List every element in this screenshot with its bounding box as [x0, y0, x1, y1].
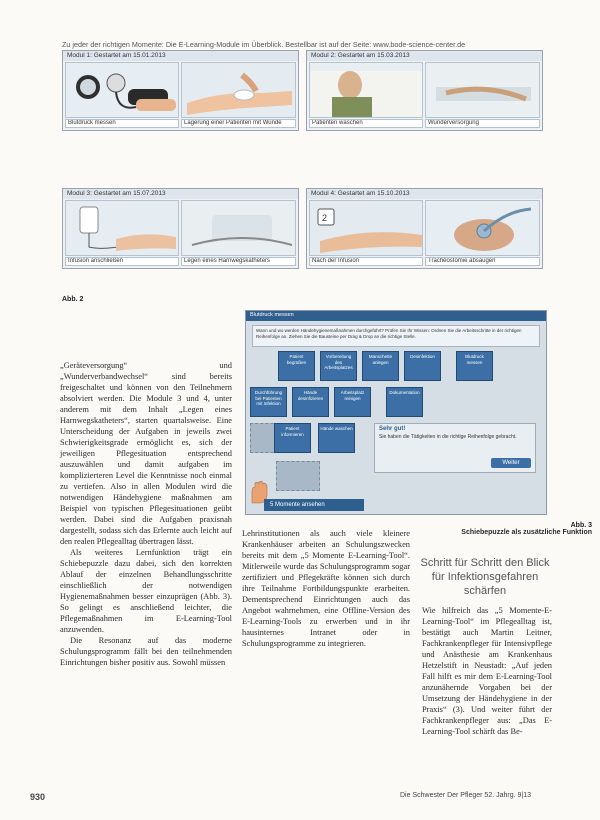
- module-image: [309, 62, 423, 118]
- feedback-title: Sehr gut!: [379, 426, 406, 432]
- svg-text:2: 2: [322, 213, 328, 223]
- infusion-illustration: [66, 201, 179, 256]
- module-title: Modul 4: Gestartet am 15.10.2013: [307, 189, 542, 199]
- elearning-screenshot: [245, 310, 547, 515]
- figure-label-abb3: Abb. 3: [570, 522, 592, 529]
- module-image: [181, 200, 296, 256]
- module-4: [306, 188, 543, 269]
- module-caption: Wunderversorgung: [425, 119, 540, 128]
- wound-care-illustration: [426, 63, 540, 118]
- puzzle-tile[interactable]: Hände desinfizieren: [292, 387, 329, 417]
- figure-label-abb2: Abb. 2: [62, 296, 84, 303]
- elearning-title: Blutdruck messen: [246, 311, 546, 321]
- puzzle-tile[interactable]: Patient informieren: [274, 423, 311, 453]
- module-caption: Tracheostomie absaugen: [425, 257, 540, 266]
- module-title: Modul 2: Gestartet am 15.03.2013: [307, 51, 542, 61]
- puzzle-tile[interactable]: Hände waschen: [318, 423, 355, 453]
- module-title: Modul 3: Gestartet am 15.07.2013: [63, 189, 298, 199]
- module-caption: Infusion anschließen: [65, 257, 179, 266]
- module-caption: Blutdruck messen: [65, 119, 179, 128]
- module-2: [306, 50, 543, 131]
- module-caption: Legen eines Harnwegskatheters: [181, 257, 296, 266]
- module-1: [62, 50, 299, 131]
- tracheostomy-illustration: [426, 201, 540, 256]
- weiter-button[interactable]: Weiter: [491, 458, 531, 468]
- module-image: [425, 62, 540, 118]
- after-infusion-illustration: [310, 201, 423, 256]
- paragraph: Lehrinstitutionen als auch viele kleinere Krankenhäuser arbeiten an Schulungszwecken bereits mit dem „5 Momente E-Learning-Tool“. Mitlerweile wurde das Schulungsprogramm sogar zertifiziert und Pflegekräfte können sich durch ihre Teilnahme Fortbildungspunkte erarbeiten. Dementsprechend Einrichtungen auch das Angebot wahrnehmen, eine Offline-Version des E-Learning-Tools zu erwerben und in ihr hausinternes Intranet oder in Schulungsprogramme zu integrieren.: [242, 529, 410, 648]
- module-image: [425, 200, 540, 256]
- text-column-3: [422, 605, 552, 737]
- paragraph: Wie hilfreich das „5 Momente-E-Learning-Tool“ im Pflegealltag ist, bestätigt auch Martin Leitner, Fachkrankenpfleger für Intensivpflege und Anästhesie am Krankenhaus Hetzelstift in Neustadt: „Auf jeden Fall hilft es mir dem E-Learning-Tool anzunähernde Vorgaben bei der Umsetzung der Händehygiene in der Praxis“ (3). Und weiter führt der Fachkrankenpfleger aus: „Das E-Learning-Tool schärft das Be-: [422, 606, 552, 736]
- puzzle-tile[interactable]: Vorbereitung des Arbeitsplatzes: [320, 351, 357, 381]
- header-intro: Zu jeder der richtigen Momente: Die E-Learning-Module im Überblick. Bestellbar ist auf der Seite: www.bode-science-center.de: [62, 40, 466, 49]
- module-image: [309, 200, 423, 256]
- paragraph: Als weiteres Lernfunktion trägt ein Schiebepuzzle dazu dabei, sich den korrekten Ablauf der einzelnen Behandlungsschritte einschließlich der notwendigen Hygienemaßnahmen besser einzuprägen (Abb. 3). So gelingt es anschließend leichter, die Pflegemaßnahmen im E-Learning-Tool anzuwenden.: [60, 548, 232, 634]
- puzzle-tile[interactable]: Durchführung bei Patienten mit Infektion: [250, 387, 287, 417]
- paragraph: Die Resonanz auf das moderne Schulungsprogramm fällt bei den teilnehmenden Einrichtungen bisher positiv aus. Sowohl müssen: [60, 636, 232, 667]
- section-heading: Schritt für Schritt den Blick für Infektionsgefahren schärfen: [420, 557, 550, 597]
- blood-pressure-illustration: [66, 63, 179, 118]
- puzzle-tile[interactable]: Patient begrüßen: [278, 351, 315, 381]
- paragraph: „Geräteversorgung“ und „Wunderverbandwechsel“ sind bereits freigeschaltet und können von den Teilnehmern absolviert werden. Die Module 3 und 4, unter anderem mit dem Inhalt „Legen eines Harnwegskatheters“, starten quartalsweise. Eine Unterscheidung der Aufgaben in jeweils zwei Schwierigkeitsgrade ermöglicht es, sich der jeweiligen Pflegesituation entsprechend auszuwählen und damit aufgaben im komplizierteren Level die Kenntnisse noch einmal zu vertiefen. Also in allen Modulen wird die notwendigen Händehygiene maßnahmen am Beispiel von typischen Pflegesituationen geübt werden. Dabei sind die Aufgaben praxisnah dargestellt, sodass sich das Erlernte auch leicht auf den realen Pflegealltag übertragen lässt.: [60, 361, 232, 546]
- puzzle-tile[interactable]: Blutdruck messen: [456, 351, 493, 381]
- wound-arm-illustration: [182, 63, 296, 118]
- module-3: [62, 188, 299, 269]
- elearning-instructions: Wann und wo werden Händehygienemaßnahmen durchgeführt? Prüfen Sie Ihr Wissen: Ordnen Sie die Arbeitsschritte in der richtigen Reihenfolge an. Ziehen Sie die Bausteine per Drag & Drop an die richtige Stelle.: [252, 325, 540, 347]
- bottom-label[interactable]: 5 Momente ansehen: [264, 499, 364, 511]
- figure-caption-abb3: [461, 522, 592, 536]
- puzzle-tile[interactable]: Desinfektion: [404, 351, 441, 381]
- catheter-illustration: [182, 201, 296, 256]
- puzzle-tile[interactable]: Dokumentation: [386, 387, 423, 417]
- puzzle-tile[interactable]: Manschette anlegen: [362, 351, 399, 381]
- feedback-text: Sie haben die Tätigkeiten in die richtige Reihenfolge gebracht.: [379, 434, 517, 440]
- module-image: [181, 62, 296, 118]
- module-title: Modul 1: Gestartet am 15.01.2013: [63, 51, 298, 61]
- feedback-box: [374, 423, 536, 473]
- text-column-1: [60, 360, 232, 668]
- module-image: [65, 62, 179, 118]
- patient-washing-illustration: [310, 63, 423, 118]
- figure-caption-text: Schiebepuzzle als zusätzliche Funktion: [461, 529, 592, 536]
- drop-slot[interactable]: [276, 461, 320, 491]
- module-caption: Nach der Infusion: [309, 257, 423, 266]
- page-number: 930: [30, 792, 46, 802]
- module-caption: Patienten waschen: [309, 119, 423, 128]
- text-column-2: [242, 528, 410, 649]
- module-caption: Lagerung einer Patienten mit Wunde: [181, 119, 296, 128]
- puzzle-tile[interactable]: Arbeitsplatz reinigen: [334, 387, 371, 417]
- module-image: [65, 200, 179, 256]
- journal-footer: Die Schwester Der Pfleger 52. Jahrg. 9|13: [400, 792, 531, 799]
